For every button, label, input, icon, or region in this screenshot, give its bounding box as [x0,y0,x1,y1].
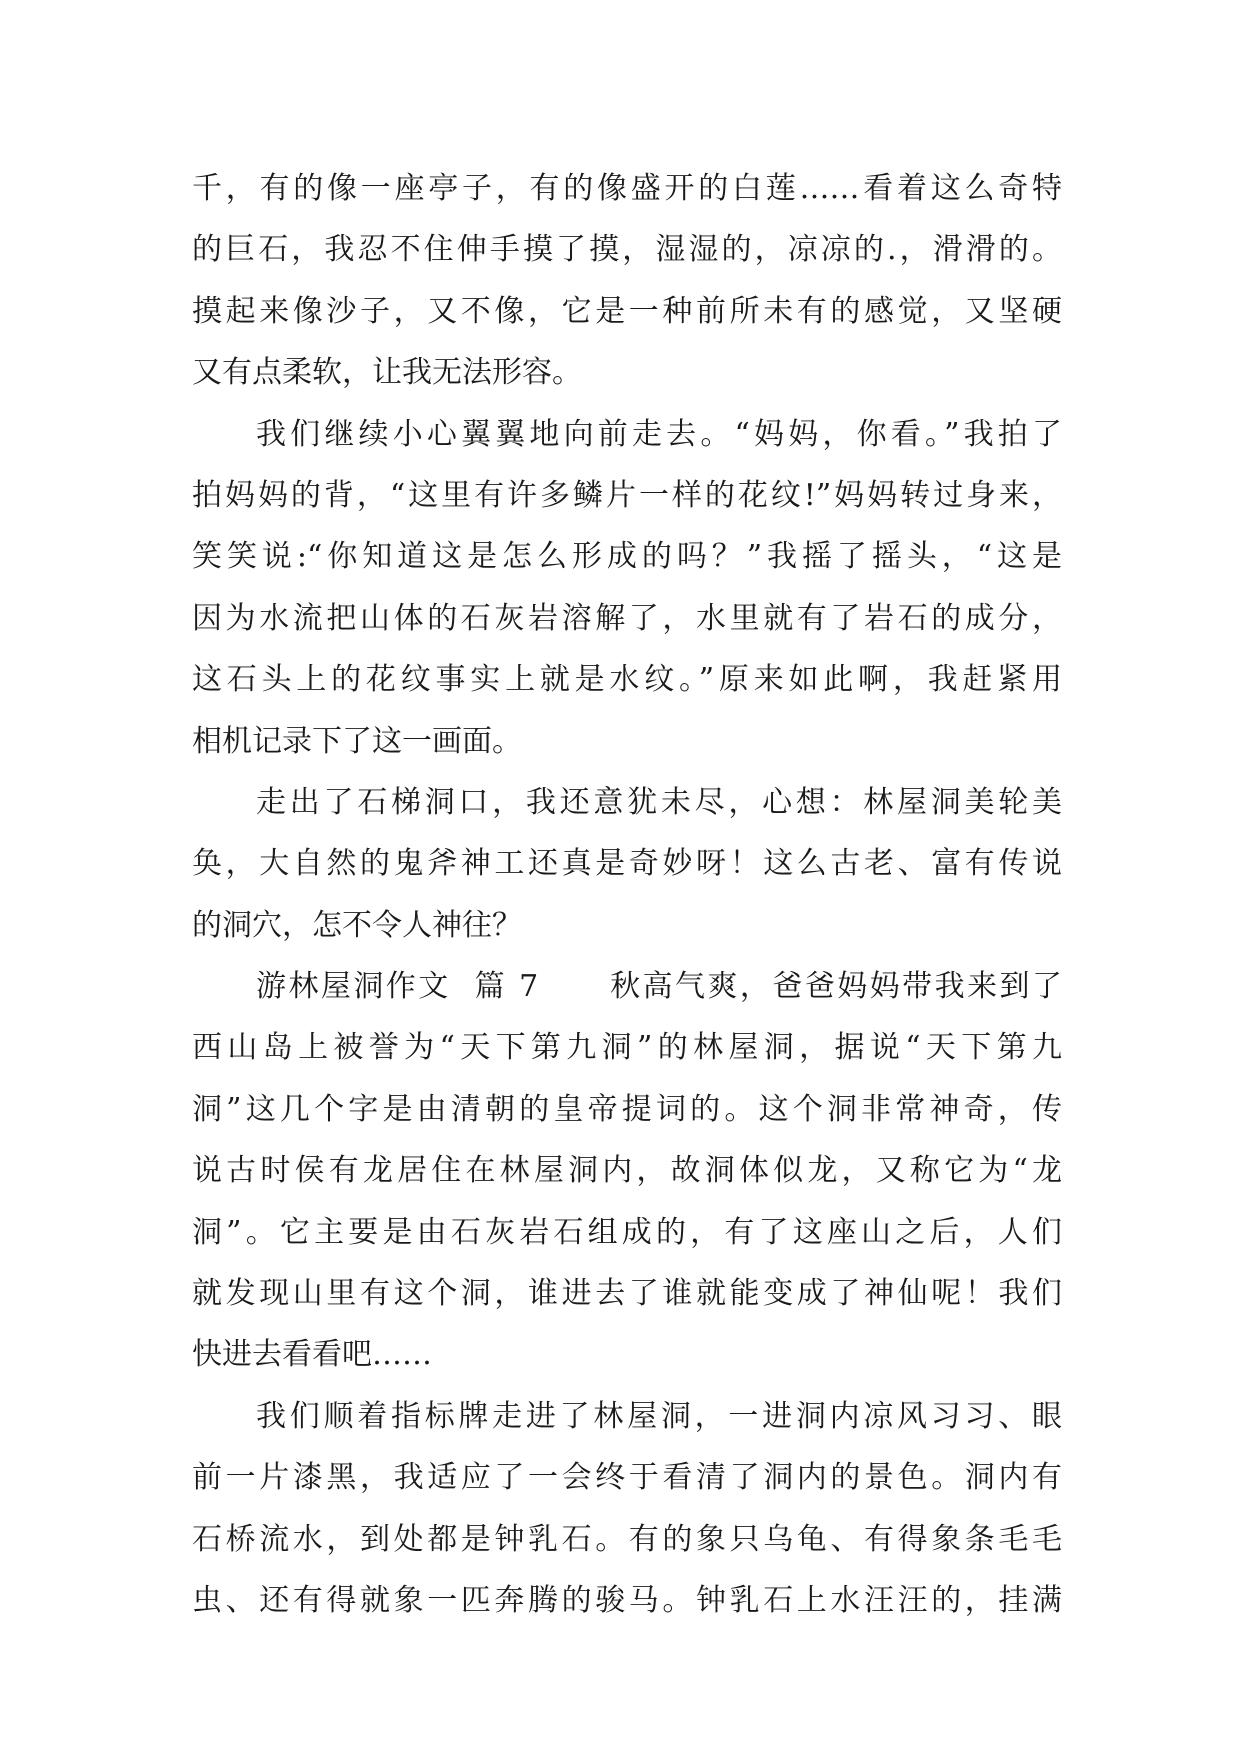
text-line: 走出了石梯洞口，我还意犹未尽，心想：林屋洞美轮美 [256,784,1062,820]
text-line: 我们顺着指标牌走进了林屋洞，一进洞内凉风习习、眼 [256,1398,1062,1434]
text-line: 相机记录下了这一画面。 [192,723,522,759]
text-line: 前一片漆黑，我适应了一会终于看清了洞内的景色。洞内有 [192,1460,1062,1496]
paragraph [192,956,1062,1386]
text-line: 西山岛上被誉为“天下第九洞”的林屋洞，据说“天下第九 [192,1030,1062,1066]
text-line: 的巨石，我忍不住伸手摸了摸，湿湿的，凉凉的.，滑滑的。 [192,232,1062,268]
text-line: 奂，大自然的鬼斧神工还真是奇妙呀！这么古老、富有传说 [192,846,1062,882]
text-line: 笑笑说:“你知道这是怎么形成的吗？”我摇了摇头，“这是 [192,539,1062,575]
text-line: 洞”。它主要是由石灰岩石组成的，有了这座山之后，人们 [192,1214,1062,1250]
text-line: 这石头上的花纹事实上就是水纹。”原来如此啊，我赶紧用 [192,662,1062,698]
paragraph [192,772,1062,956]
text-line: 摸起来像沙子，又不像，它是一种前所未有的感觉，又坚硬 [192,293,1062,329]
text-line: 拍妈妈的背，“这里有许多鳞片一样的花纹!”妈妈转过身来， [192,477,1062,513]
text-line: 因为水流把山体的石灰岩溶解了，水里就有了岩石的成分， [192,600,1062,636]
text-line: 的洞穴，怎不令人神往？ [192,907,522,943]
text-line: 虫、还有得就象一匹奔腾的骏马。钟乳石上水汪汪的，挂满 [192,1582,1062,1618]
text-line: 我们继续小心翼翼地向前走去。“妈妈，你看。”我拍了 [256,416,1062,452]
text-line: 游林屋洞作文 篇 7 秋高气爽，爸爸妈妈带我来到了 [256,969,1062,1005]
paragraph [192,158,1062,404]
text-line: 千，有的像一座亭子，有的像盛开的白莲……看着这么奇特 [192,171,1062,206]
text-line: 快进去看看吧…… [192,1337,432,1373]
paragraph [192,404,1062,772]
paragraph [192,1386,1062,1632]
text-line: 说古时侯有龙居住在林屋洞内，故洞体似龙，又称它为“龙 [192,1153,1062,1189]
text-line: 就发现山里有这个洞，谁进去了谁就能变成了神仙呢！我们 [192,1276,1062,1312]
text-line: 石桥流水，到处都是钟乳石。有的象只乌龟、有得象条毛毛 [192,1521,1062,1557]
essay-body [192,158,1062,1631]
text-line: 洞”这几个字是由清朝的皇帝提词的。这个洞非常神奇，传 [192,1091,1062,1127]
text-line: 又有点柔软，让我无法形容。 [192,355,582,391]
